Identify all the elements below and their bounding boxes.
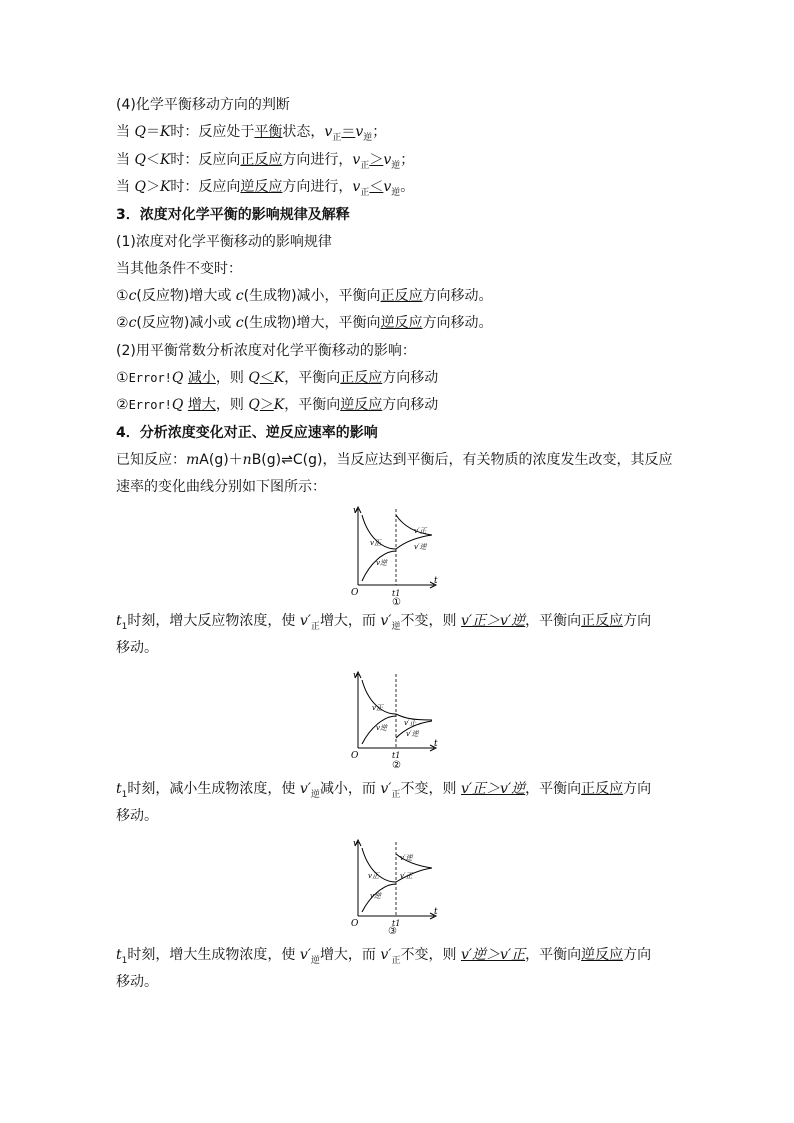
subsection-heading: (2)用平衡常数分析浓度对化学平衡移动的影响： <box>116 343 416 359</box>
curve-label: v正 <box>372 704 383 712</box>
rule-line: ①c(反应物)增大或 c(生成物)减小，平衡向正反应方向移动。 <box>116 288 493 304</box>
rule-line: ②Error!Q 增大，则 Q＞K，平衡向逆反应方向移动 <box>116 397 439 413</box>
axis-label-v: v <box>353 839 359 849</box>
section-heading: 3．浓度对化学平衡的影响规律及解释 <box>116 207 350 223</box>
condition-text: 当其他条件不变时： <box>116 261 242 277</box>
curve-label: v正 <box>370 539 381 547</box>
figure-caption: ② <box>392 760 401 771</box>
rule-q-equal-k: 当 Q＝K时：反应处于平衡状态，$v_正=v_逆$； <box>116 124 387 143</box>
t1-label: t1 <box>392 589 401 598</box>
t1-label: t1 <box>392 751 401 760</box>
rule-line: ①Error!Q 减小，则 Q＜K，平衡向正反应方向移动 <box>116 370 439 386</box>
explanation-text: 移动。 <box>116 974 158 990</box>
rule-q-greater-k: 当 Q＞K时：反应向逆反应方向进行，$v_正<v_逆$。 <box>116 179 415 198</box>
section-heading: (4)化学平衡移动方向的判断 <box>116 97 290 113</box>
section-heading: 4．分析浓度变化对正、逆反应速率的影响 <box>116 425 378 441</box>
explanation-text: 移动。 <box>116 808 158 824</box>
curve-label: v逆 <box>376 559 387 567</box>
curve-label: v正 <box>368 872 379 880</box>
equilibrium-arrow-icon: ⇌ <box>281 452 293 468</box>
origin-label: O <box>351 919 359 929</box>
rate-graph-1 <box>348 503 448 608</box>
reaction-line: 速率的变化曲线分别如下图所示： <box>116 479 326 495</box>
curve-label: v逆 <box>370 892 381 900</box>
axis-label-t: t <box>434 739 438 749</box>
curve-label: v′正 <box>404 719 417 727</box>
axis-label-t: t <box>434 907 438 917</box>
origin-label: O <box>351 588 359 598</box>
curve-label: v′逆 <box>406 730 419 738</box>
explanation-text: $t_1$时刻，增大反应物浓度，使 $v'_正$增大，而 $v'_逆$不变，则 v′正＞v′逆，平衡向正反应方向 <box>116 613 652 632</box>
figure-caption: ① <box>392 597 401 608</box>
curve-label: v′逆 <box>414 543 427 551</box>
axis-label-v: v <box>353 506 359 516</box>
subsection-heading: (1)浓度对化学平衡移动的影响规律 <box>116 234 332 250</box>
rate-graph-3 <box>348 836 448 941</box>
t1-label: t1 <box>392 919 401 928</box>
rate-graph-2 <box>348 668 448 773</box>
explanation-text: $t_1$时刻，增大生成物浓度，使 $v'_逆$增大，而 $v'_正$不变，则 v′逆＞v′正，平衡向逆反应方向 <box>116 947 652 966</box>
explanation-text: $t_1$时刻，减小生成物浓度，使 $v'_逆$减小，而 $v'_正$不变，则 v′正＞v′逆，平衡向正反应方向 <box>116 781 652 800</box>
curve-label: v′正 <box>414 527 427 535</box>
curve-label: v′正 <box>400 872 413 880</box>
reaction-line: 已知反应：mA(g)＋nB(g)⇌C(g)，当反应达到平衡后，有关物质的浓度发生改变，其反应 <box>116 452 673 468</box>
rule-q-less-k: 当 Q＜K时：反应向正反应方向进行，$v_正>v_逆$； <box>116 152 415 171</box>
origin-label: O <box>351 751 359 761</box>
axis-label-v: v <box>353 671 359 681</box>
curve-label: v逆 <box>376 724 387 732</box>
explanation-text: 移动。 <box>116 640 158 656</box>
figure-caption: ③ <box>388 926 397 937</box>
rule-line: ②c(反应物)减小或 c(生成物)增大，平衡向逆反应方向移动。 <box>116 315 493 331</box>
axis-label-t: t <box>434 576 438 586</box>
curve-label: v′逆 <box>400 854 413 862</box>
